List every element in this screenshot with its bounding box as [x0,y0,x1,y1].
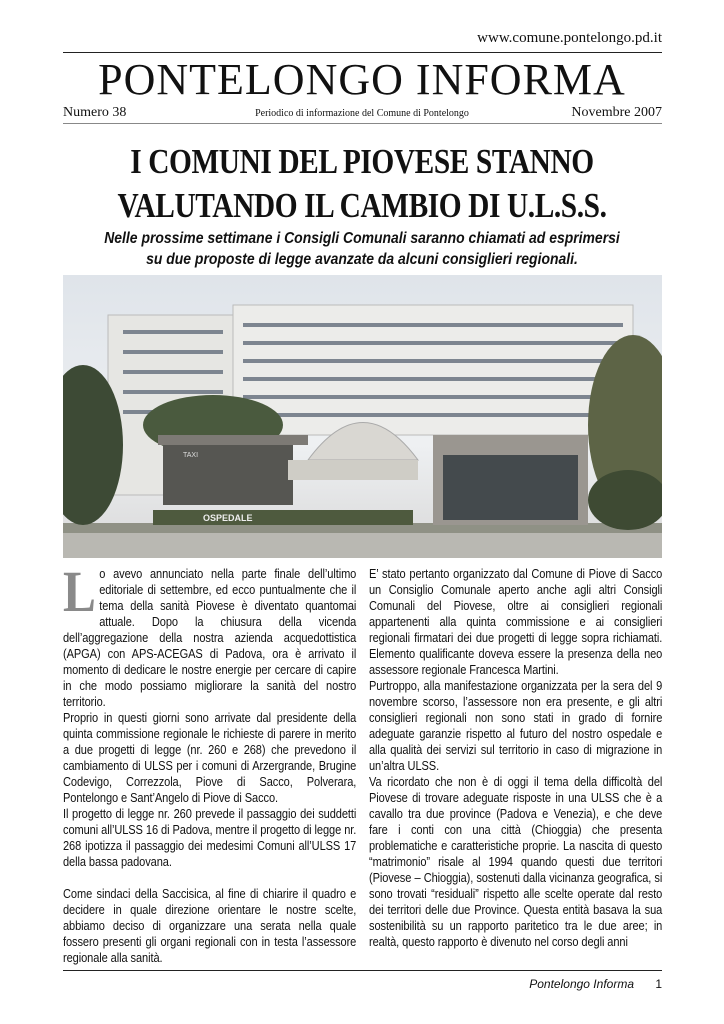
paragraph: Proprio in questi giorni sono arrivate dal presidente della quinta commissione regionale le richieste di parere in merito a due progetti di legge (nr. 260 e 268) che prevedono il cambiamento di ULSS per i comuni di Arzergrande, Brugine Codevigo, Correzzola, Piove di Sacco, Polverara, Pontelongo e Sant’Angelo di Piove di Sacco. [63,710,357,805]
hospital-sign: OSPEDALE [203,513,253,523]
subtitle-line-1: Nelle prossime settimane i Consigli Comunali saranno chiamati ad esprimersi [104,230,620,247]
hospital-photo [63,275,662,558]
headline-line-1: I COMUNI DEL PIOVESE STANNO [130,142,594,181]
paragraph: Il progetto di legge nr. 260 prevede il passaggio dei suddetti comuni all’ULSS 16 di Padova, mentre il progetto di legge nr. 268 ipotizza il passaggio dei medesimi Comuni all’ULSS 17 della bassa padovana. [63,806,357,869]
subtitle-line-2: su due proposte di legge avanzate da alcuni consiglieri regionali. [146,251,578,268]
issue-number: Numero 38 [63,105,127,120]
headline-line-2: VALUTANDO IL CAMBIO DI U.L.S.S. [117,186,607,225]
drop-cap: L [63,559,96,624]
masthead: PONTELONGO INFORMA [98,55,626,104]
hospital-building-illustration [63,275,662,558]
taxi-sign: TAXI [183,452,199,459]
paragraph: o avevo annunciato nella parte finale dell’ultimo editoriale di settembre, ed ecco puntualmente che il tema della sanità Piovese è diventato quantomai attuale. Dopo la chiusura della vicenda dell’aggregazione della nostra azienda acquedottistica (APGA) con APS-ACEGAS di Padova, ora è arrivato il momento di dedicare le nostre energie per cercare di capire in che modo possiamo migliorare la sanità del nostro territorio. [63,566,357,709]
footer-publication: Pontelongo Informa [529,977,634,991]
top-rule [63,52,662,53]
page-number: 1 [655,977,662,991]
article-column-left [63,559,357,966]
article-headline [58,140,666,228]
website-url: www.comune.pontelongo.pd.it [477,30,662,46]
article-column-right [369,566,662,950]
paragraph: Purtroppo, alla manifestazione organizzata per la sera del 9 novembre scorso, l’assessore non era presente, e gli altri consiglieri regionali non sono stati in grado di fornire adeguate garanzie rispetto al futuro del nostro ospedale e alla qualità dei servizi sul territorio in caso di migrazione in un’altra ULSS. [369,678,663,773]
article-subtitle [36,228,688,270]
issue-date: Novembre 2007 [571,105,662,120]
footer-rule [63,970,662,971]
periodical-description: Periodico di informazione del Comune di Pontelongo [255,108,469,119]
paragraph: Come sindaci della Saccisica, al fine di chiarire il quadro e decidere in quale direzione orientare le nostre scelte, abbiamo deciso di organizzare una serata nella quale fossero presenti gli organi regionali con in testa l’assessore regionale alla sanità. [63,886,357,965]
paragraph: Va ricordato che non è di oggi il tema della difficoltà del Piovese di trovare adeguate risposte in una ULSS che è a cavallo tra due province (Padova e Venezia), e che deve fare i conti con una città (Chioggia) che presenta problematiche e caratteristiche proprie. La nascita di questo “matrimonio” risale al 1994 quando questi due territori (Piovese – Chioggia), sostenuti dalla vicinanza geografica, si sono trovati “residuali” rispetto alle scelte operate dal resto dei territori delle due Province. Questa entità basava la sua sostenibilità su un rapporto paritetico tra le due aree; in realtà, questo rapporto è divenuto nel corso degli anni [369,774,663,949]
masthead-rule [63,123,662,124]
paragraph: E’ stato pertanto organizzato dal Comune di Piove di Sacco un Consiglio Comunale aperto anche agli altri Consigli Comunali del Piovese, oltre ai consiglieri regionali appartenenti alla quinta commissione e ai consiglieri regionali firmatari dei due progetti di legge sopra richiamati. Elemento qualificante doveva essere la presenza della neo assessore regionale Francesca Martini. [369,566,663,677]
